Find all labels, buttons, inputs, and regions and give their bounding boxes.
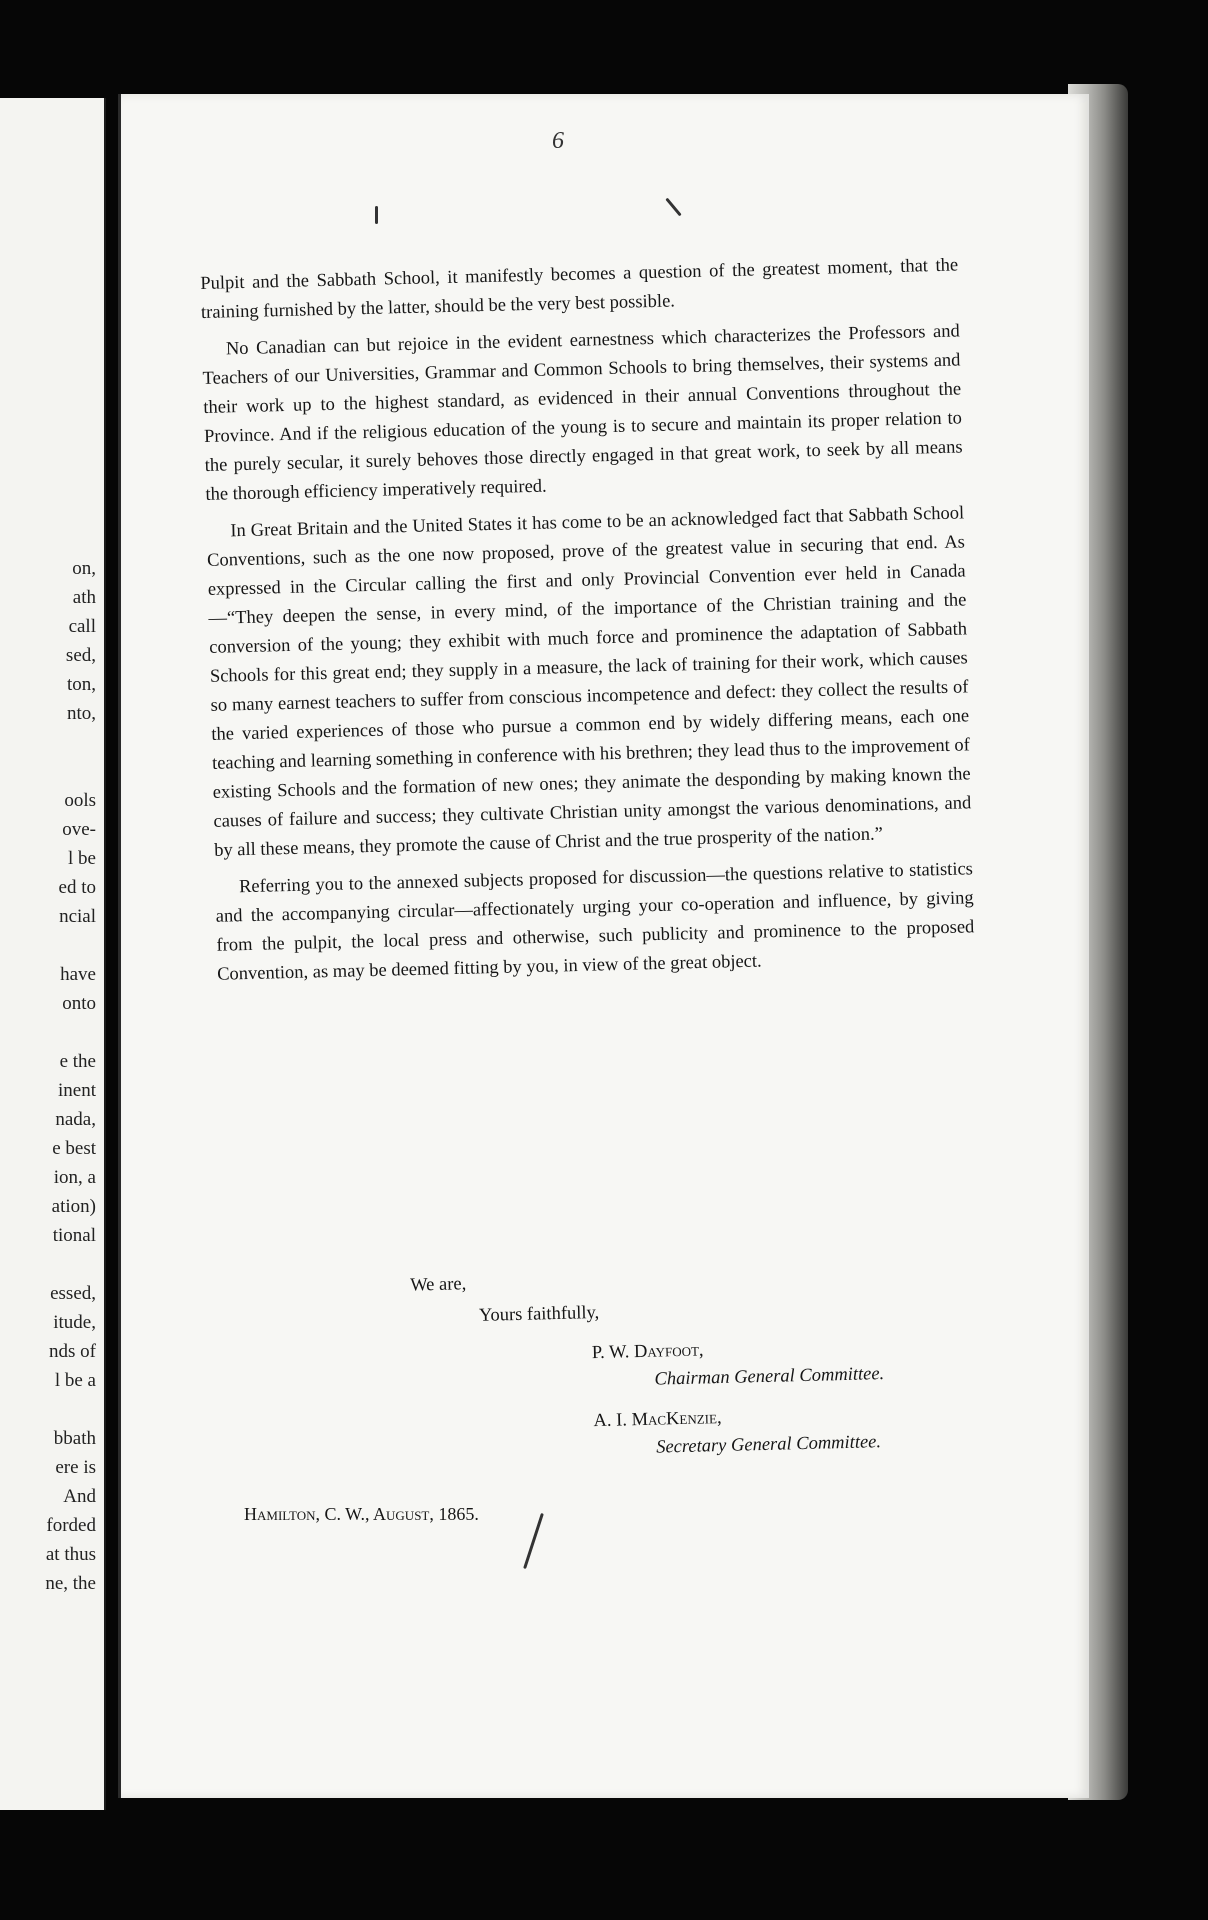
signer-secretary-name: A. I. MacKenzie,	[593, 1408, 722, 1432]
ink-mark	[375, 206, 378, 224]
body-text	[200, 251, 976, 997]
left-line: sed,	[65, 645, 96, 666]
left-line: l be a	[54, 1370, 96, 1391]
left-line: itude,	[53, 1312, 96, 1333]
left-line: ools	[64, 790, 96, 811]
left-line	[45, 728, 96, 757]
left-line: essed,	[50, 1283, 96, 1304]
left-line: ath	[72, 587, 96, 608]
left-line	[45, 931, 96, 960]
left-line: have	[60, 964, 96, 985]
place-date: Hamilton, C. W., August, 1865.	[244, 1504, 479, 1524]
paragraph: In Great Britain and the United States it has come to be an acknowledged fact that Sabbath School Conventions, such as the one now proposed, prove of the greatest value in securing that end. As expressed in the Circular calling the first and only Provincial Convention ever held in Canada—“They deepen the sense, in every mind, of the importance of the Christian training and the conversion of the young; they exhibit with much force and prominence the adaptation of Sabbath Schools for this great end; they supply in a measure, the lack of training for their work, which causes so many earnest teachers to suffer from conscious incompetence and defect: they collect the results of the varied experiences of those who pursue a common end by widely differing means, each one teaching and learning something in conference with his brethren; they lead thus to the improvement of existing Schools and the formation of new ones; they animate the desponding by making known the causes of failure and success; they cultivate Christian unity amongst the various denominations, and by all these means, they promote the cause of Christ and the true prosperity of the nation.”	[206, 503, 972, 861]
signer-chairman-title: Chairman General Committee.	[654, 1364, 885, 1390]
left-line: nto,	[66, 703, 96, 724]
left-line: l be	[68, 848, 96, 869]
left-line: forded	[46, 1515, 96, 1536]
left-line: tional	[52, 1225, 96, 1246]
left-page-text	[45, 98, 96, 1598]
left-line: ove-	[62, 819, 96, 840]
left-line: ed to	[58, 877, 96, 898]
page-number: 6	[552, 128, 564, 154]
closing-yours: Yours faithfully,	[478, 1302, 600, 1326]
left-line	[45, 1018, 96, 1047]
left-line: at thus	[45, 1544, 96, 1565]
left-line: And	[63, 1486, 96, 1507]
left-line	[45, 1395, 96, 1424]
left-line: ne, the	[45, 1573, 96, 1594]
closing-we-are: We are,	[409, 1274, 467, 1296]
left-line: inent	[58, 1080, 96, 1101]
paragraph: Referring you to the annexed subjects proposed for discussion—the questions relative to statistics and the accompanying circular—affectionately urging your co-operation and influence, by giving from the pulpit, the local press and otherwise, such publicity and prominence to the proposed Convention, as may be deemed fitting by you, in view of the great object.	[215, 859, 975, 985]
left-line: e best	[52, 1138, 96, 1159]
left-line: call	[68, 616, 96, 637]
paragraph: Pulpit and the Sabbath School, it manifestly becomes a question of the greatest moment, that the training furnished by the latter, should be the very best possible.	[200, 255, 959, 323]
left-line	[45, 757, 96, 786]
left-line: nds of	[49, 1341, 96, 1362]
left-line: e the	[59, 1051, 96, 1072]
left-line: ton,	[66, 674, 96, 695]
left-line: ion, a	[53, 1167, 96, 1188]
left-line: nada,	[55, 1109, 96, 1130]
left-line: ere is	[55, 1457, 96, 1478]
left-line: on,	[72, 558, 96, 579]
left-line: bbath	[53, 1428, 96, 1449]
signer-secretary-title: Secretary General Committee.	[655, 1432, 882, 1458]
left-line: onto	[62, 993, 96, 1014]
paragraph: No Canadian can but rejoice in the evident earnestness which characterizes the Professors and Teachers of our Universities, Grammar and Common Schools to bring themselves, their systems and their work up to the highest standard, as evidenced in their annual Conventions throughout the Province. And if the religious education of the young is to secure and maintain its proper relation to the purely secular, it surely behoves those directly engaged in that great work, to seek by all means the thorough efficiency imperatively required.	[202, 321, 963, 505]
signer-chairman-name: P. W. Dayfoot,	[591, 1340, 704, 1364]
left-line: ation)	[51, 1196, 96, 1217]
left-line: ncial	[59, 906, 96, 927]
left-line	[45, 1250, 96, 1279]
left-page	[0, 98, 106, 1810]
